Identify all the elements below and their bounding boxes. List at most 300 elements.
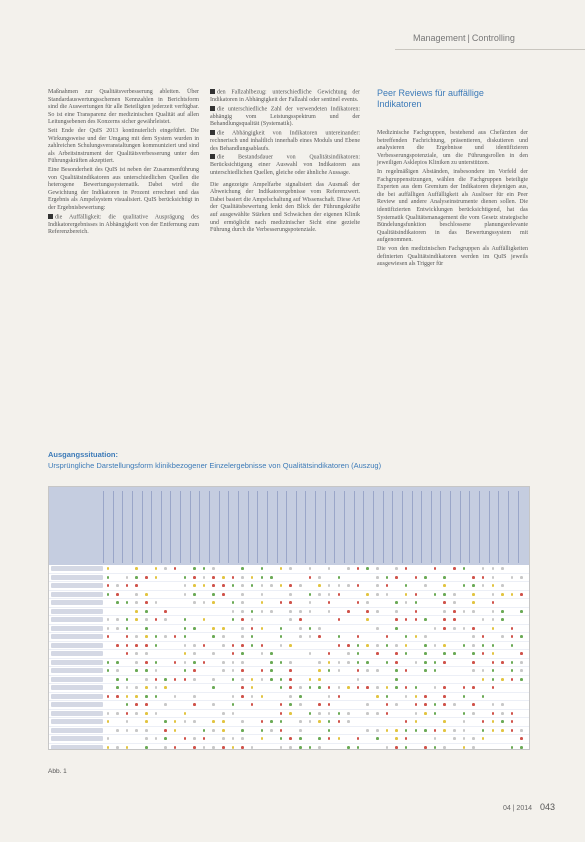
indicator-dot (347, 644, 350, 647)
indicator-dot (328, 584, 331, 587)
indicator-dot (482, 678, 485, 681)
indicator-dot (309, 695, 312, 698)
indicator-dot (184, 584, 187, 587)
indicator-dot (338, 737, 341, 740)
indicator-dot (212, 627, 215, 630)
indicator-dot (126, 610, 129, 613)
indicator-dot (193, 567, 196, 570)
indicator-dot (501, 576, 504, 579)
indicator-dot (482, 584, 485, 587)
indicator-dot (261, 627, 264, 630)
indicator-dot (174, 661, 177, 664)
indicator-dot (135, 593, 138, 596)
indicator-dot (299, 695, 302, 698)
header-rule (395, 49, 585, 50)
indicator-dot (520, 652, 523, 655)
indicator-dot (232, 712, 235, 715)
indicator-dot (511, 661, 514, 664)
indicator-dot (347, 652, 350, 655)
indicator-dot (405, 746, 408, 749)
indicator-dot (164, 737, 167, 740)
indicator-dot (241, 720, 244, 723)
indicator-dot (492, 576, 495, 579)
indicator-dot (155, 610, 158, 613)
indicator-dot (453, 644, 456, 647)
indicator-dot (366, 686, 369, 689)
indicator-dot (289, 652, 292, 655)
indicator-dot (251, 584, 254, 587)
indicator-dot (347, 567, 350, 570)
indicator-dot (126, 576, 129, 579)
indicator-dot (126, 593, 129, 596)
table-row-image (49, 574, 529, 583)
indicator-dot (338, 618, 341, 621)
indicator-dot (116, 584, 119, 587)
indicator-dot (116, 618, 119, 621)
indicator-dot (472, 661, 475, 664)
row-label-image (51, 600, 103, 605)
header-column-stripe (180, 491, 190, 563)
indicator-dot (366, 695, 369, 698)
indicator-dot (366, 669, 369, 672)
indicator-dot (116, 567, 119, 570)
table-row-image (49, 633, 529, 642)
indicator-dot (318, 712, 321, 715)
indicator-dot (482, 720, 485, 723)
indicator-dot (511, 678, 514, 681)
header-column-stripe (373, 491, 383, 563)
indicator-dot (164, 584, 167, 587)
indicator-dot (395, 686, 398, 689)
indicator-dot (328, 678, 331, 681)
indicator-dot (203, 618, 206, 621)
indicator-dot (443, 576, 446, 579)
indicator-dot (434, 610, 437, 613)
indicator-dot (472, 576, 475, 579)
indicator-dot (376, 669, 379, 672)
table-row-image (49, 710, 529, 719)
indicator-dot (261, 737, 264, 740)
indicator-dot (135, 712, 138, 715)
indicator-dot (405, 669, 408, 672)
indicator-dot (135, 669, 138, 672)
indicator-dot (386, 627, 389, 630)
indicator-dot (492, 618, 495, 621)
row-label-image (51, 677, 103, 682)
indicator-dot (357, 669, 360, 672)
indicator-dot (280, 644, 283, 647)
indicator-dot (520, 661, 523, 664)
indicator-dot (222, 737, 225, 740)
header-column-stripe (498, 491, 508, 563)
indicator-dot (184, 567, 187, 570)
indicator-dot (434, 635, 437, 638)
indicator-dot (434, 695, 437, 698)
indicator-dot (424, 712, 427, 715)
indicator-dot (116, 610, 119, 613)
row-label-image (51, 643, 103, 648)
indicator-dot (376, 720, 379, 723)
indicator-dot (338, 695, 341, 698)
indicator-dot (472, 703, 475, 706)
indicator-dot (309, 729, 312, 732)
indicator-dot (482, 695, 485, 698)
indicator-dot (116, 729, 119, 732)
indicator-dot (155, 652, 158, 655)
indicator-dot (405, 661, 408, 664)
header-column-stripe (199, 491, 209, 563)
indicator-dot (511, 644, 514, 647)
indicator-dot (318, 737, 321, 740)
indicator-dot (251, 729, 254, 732)
indicator-dot (241, 610, 244, 613)
indicator-dot (366, 593, 369, 596)
indicator-dot (270, 746, 273, 749)
indicator-dot (203, 720, 206, 723)
indicator-dot (386, 635, 389, 638)
indicator-dot (309, 652, 312, 655)
indicator-dot (511, 584, 514, 587)
header-column-stripe (209, 491, 219, 563)
indicator-dot (463, 576, 466, 579)
indicator-dot (347, 729, 350, 732)
indicator-dot (309, 567, 312, 570)
indicator-dot (463, 678, 466, 681)
indicator-dot (155, 661, 158, 664)
indicator-dot (318, 652, 321, 655)
indicator-dot (463, 712, 466, 715)
indicator-dot (126, 584, 129, 587)
indicator-dot (511, 576, 514, 579)
indicator-dot (232, 567, 235, 570)
indicator-dot (145, 601, 148, 604)
indicator-dot (289, 584, 292, 587)
indicator-dot (270, 593, 273, 596)
indicator-dot (415, 601, 418, 604)
indicator-dot (482, 567, 485, 570)
indicator-dot (222, 567, 225, 570)
indicator-dot (453, 593, 456, 596)
indicator-dot (463, 593, 466, 596)
paragraph: Die von den medizinischen Fachgruppen als Auffälligkeiten definierten Qualitätsindikatoren werden im QuIS jeweils ausgewiesen als Trigger für (377, 245, 528, 268)
indicator-dot (453, 695, 456, 698)
indicator-dot (251, 737, 254, 740)
indicator-dot (261, 661, 264, 664)
indicator-dot (251, 567, 254, 570)
indicator-dot (164, 627, 167, 630)
indicator-dot (107, 678, 110, 681)
indicator-dot (174, 703, 177, 706)
indicator-dot (338, 703, 341, 706)
indicator-dot (386, 576, 389, 579)
indicator-dot (289, 593, 292, 596)
indicator-dot (289, 703, 292, 706)
indicator-dot (366, 720, 369, 723)
indicator-dot (280, 635, 283, 638)
indicator-dot (280, 746, 283, 749)
indicator-dot (492, 593, 495, 596)
indicator-dot (135, 567, 138, 570)
indicator-dot (212, 712, 215, 715)
indicator-dot (261, 567, 264, 570)
indicator-dot (203, 584, 206, 587)
indicator-dot (164, 593, 167, 596)
indicator-dot (366, 737, 369, 740)
bullet-paragraph (210, 106, 360, 129)
indicator-dot (328, 618, 331, 621)
indicator-dot (261, 610, 264, 613)
indicator-dot (309, 576, 312, 579)
indicator-dot (338, 669, 341, 672)
indicator-dot (395, 635, 398, 638)
indicator-dot (164, 576, 167, 579)
header-column-stripe (305, 491, 315, 563)
indicator-dot (472, 720, 475, 723)
indicator-dot (511, 627, 514, 630)
indicator-dot (511, 652, 514, 655)
indicator-dot (492, 661, 495, 664)
indicator-dot (193, 737, 196, 740)
indicator-dot (309, 669, 312, 672)
indicator-dot (386, 695, 389, 698)
indicator-dot (261, 644, 264, 647)
indicator-dot (376, 618, 379, 621)
indicator-dot (376, 678, 379, 681)
row-label-image (51, 685, 103, 690)
header-column-stripe (296, 491, 306, 563)
indicator-dot (126, 686, 129, 689)
indicator-dot (386, 737, 389, 740)
indicator-dot (328, 703, 331, 706)
indicator-dot (261, 703, 264, 706)
indicator-dot (289, 661, 292, 664)
indicator-dot (443, 720, 446, 723)
indicator-dot (443, 678, 446, 681)
row-label-image (51, 634, 103, 639)
indicator-dot (212, 669, 215, 672)
indicator-dot (299, 610, 302, 613)
indicator-dot (501, 593, 504, 596)
table-row-image (49, 735, 529, 744)
indicator-dot (126, 661, 129, 664)
indicator-dot (261, 584, 264, 587)
indicator-dot (145, 593, 148, 596)
indicator-dot (318, 635, 321, 638)
indicator-dot (357, 720, 360, 723)
indicator-dot (482, 593, 485, 596)
indicator-dot (415, 703, 418, 706)
indicator-dot (472, 686, 475, 689)
header-column-stripe (489, 491, 499, 563)
indicator-dot (520, 610, 523, 613)
indicator-dot (463, 644, 466, 647)
indicator-dot (299, 644, 302, 647)
indicator-dot (338, 584, 341, 587)
indicator-dot (174, 652, 177, 655)
indicator-dot (338, 610, 341, 613)
text-column-2 (210, 89, 360, 236)
indicator-dot (261, 729, 264, 732)
header-column-stripe (315, 491, 325, 563)
bullet-text: die Auffälligkeit: die qualitative Ausprägung des Indikatorergebnisses in Abhängigkeit von der Entfernung zum Referenzbereich. (48, 214, 199, 236)
indicator-dot (520, 712, 523, 715)
indicator-dot (482, 627, 485, 630)
indicator-dot (520, 644, 523, 647)
indicator-dot (184, 661, 187, 664)
indicator-dot (135, 635, 138, 638)
indicator-dot (376, 746, 379, 749)
indicator-dot (463, 746, 466, 749)
indicator-dot (299, 712, 302, 715)
indicator-dot (415, 737, 418, 740)
indicator-dot (107, 720, 110, 723)
indicator-dot (357, 567, 360, 570)
indicator-dot (328, 695, 331, 698)
indicator-dot (174, 584, 177, 587)
indicator-dot (155, 746, 158, 749)
indicator-dot (318, 610, 321, 613)
indicator-dot (309, 584, 312, 587)
indicator-dot (289, 712, 292, 715)
indicator-dot (251, 678, 254, 681)
indicator-dot (270, 695, 273, 698)
indicator-dot (270, 576, 273, 579)
indicator-dot (453, 669, 456, 672)
indicator-dot (212, 678, 215, 681)
page-footer (503, 802, 555, 812)
indicator-dot (155, 729, 158, 732)
bullet-square-icon (210, 130, 215, 135)
table-row-image (49, 667, 529, 676)
row-label-image (51, 566, 103, 571)
indicator-dot (289, 567, 292, 570)
indicator-dot (222, 610, 225, 613)
bullet-text: die Bestandsdauer von Qualitätsindikatoren: Berücksichtigung einer Auswahl von Indikatoren aus unterschiedlichen Quellen, gleiche oder ähnliche Aussage. (210, 154, 360, 176)
indicator-dot (261, 635, 264, 638)
indicator-dot (203, 703, 206, 706)
indicator-dot (472, 746, 475, 749)
indicator-dot (318, 644, 321, 647)
indicator-dot (434, 712, 437, 715)
indicator-dot (222, 703, 225, 706)
indicator-dot (328, 686, 331, 689)
indicator-dot (232, 746, 235, 749)
indicator-dot (164, 746, 167, 749)
indicator-dot (107, 695, 110, 698)
indicator-dot (107, 661, 110, 664)
indicator-dot (107, 601, 110, 604)
indicator-dot (135, 678, 138, 681)
indicator-dot (222, 686, 225, 689)
indicator-dot (347, 610, 350, 613)
indicator-dot (453, 746, 456, 749)
indicator-dot (145, 729, 148, 732)
table-row-image (49, 727, 529, 736)
indicator-dot (126, 644, 129, 647)
indicator-dot (145, 584, 148, 587)
indicator-dot (472, 567, 475, 570)
indicator-dot (299, 567, 302, 570)
indicator-dot (145, 618, 148, 621)
indicator-dot (492, 601, 495, 604)
indicator-dot (193, 695, 196, 698)
indicator-dot (415, 729, 418, 732)
indicator-dot (232, 627, 235, 630)
indicator-dot (241, 627, 244, 630)
table-row-image (49, 744, 529, 751)
indicator-dot (212, 618, 215, 621)
indicator-dot (501, 610, 504, 613)
indicator-dot (184, 635, 187, 638)
indicator-dot (203, 729, 206, 732)
indicator-dot (309, 618, 312, 621)
indicator-dot (453, 678, 456, 681)
indicator-dot (280, 584, 283, 587)
indicator-dot (386, 746, 389, 749)
indicator-dot (492, 678, 495, 681)
indicator-dot (116, 720, 119, 723)
indicator-dot (251, 686, 254, 689)
indicator-dot (261, 652, 264, 655)
indicator-dot (280, 729, 283, 732)
indicator-dot (203, 593, 206, 596)
indicator-dot (415, 720, 418, 723)
indicator-dot (126, 627, 129, 630)
indicator-dot (395, 720, 398, 723)
indicator-dot (289, 635, 292, 638)
indicator-dot (415, 686, 418, 689)
indicator-dot (366, 635, 369, 638)
indicator-dot (424, 635, 427, 638)
indicator-dot (472, 610, 475, 613)
indicator-dot (193, 576, 196, 579)
indicator-dot (482, 729, 485, 732)
header-separator: | (467, 33, 470, 43)
indicator-dot (203, 601, 206, 604)
indicator-dot (193, 746, 196, 749)
indicator-dot (386, 729, 389, 732)
indicator-dot (174, 601, 177, 604)
indicator-dot (241, 567, 244, 570)
indicator-dot (472, 627, 475, 630)
indicator-dot (261, 712, 264, 715)
indicator-dot (174, 627, 177, 630)
indicator-dot (424, 576, 427, 579)
indicator-dot (492, 567, 495, 570)
indicator-dot (212, 729, 215, 732)
section-heading: Peer Reviews für auffällige Indikatoren (377, 88, 484, 109)
indicator-dot (434, 746, 437, 749)
indicator-dot (116, 737, 119, 740)
indicator-dot (328, 652, 331, 655)
indicator-dot (472, 712, 475, 715)
indicator-dot (443, 669, 446, 672)
header-column-stripe (122, 491, 132, 563)
indicator-dot (270, 737, 273, 740)
table-row-image (49, 625, 529, 634)
indicator-dot (203, 635, 206, 638)
indicator-dot (434, 593, 437, 596)
indicator-dot (405, 686, 408, 689)
indicator-dot (222, 695, 225, 698)
header-column-stripe (344, 491, 354, 563)
indicator-dot (116, 593, 119, 596)
indicator-dot (193, 601, 196, 604)
indicator-dot (395, 652, 398, 655)
indicator-dot (386, 669, 389, 672)
indicator-dot (174, 610, 177, 613)
indicator-dot (261, 746, 264, 749)
